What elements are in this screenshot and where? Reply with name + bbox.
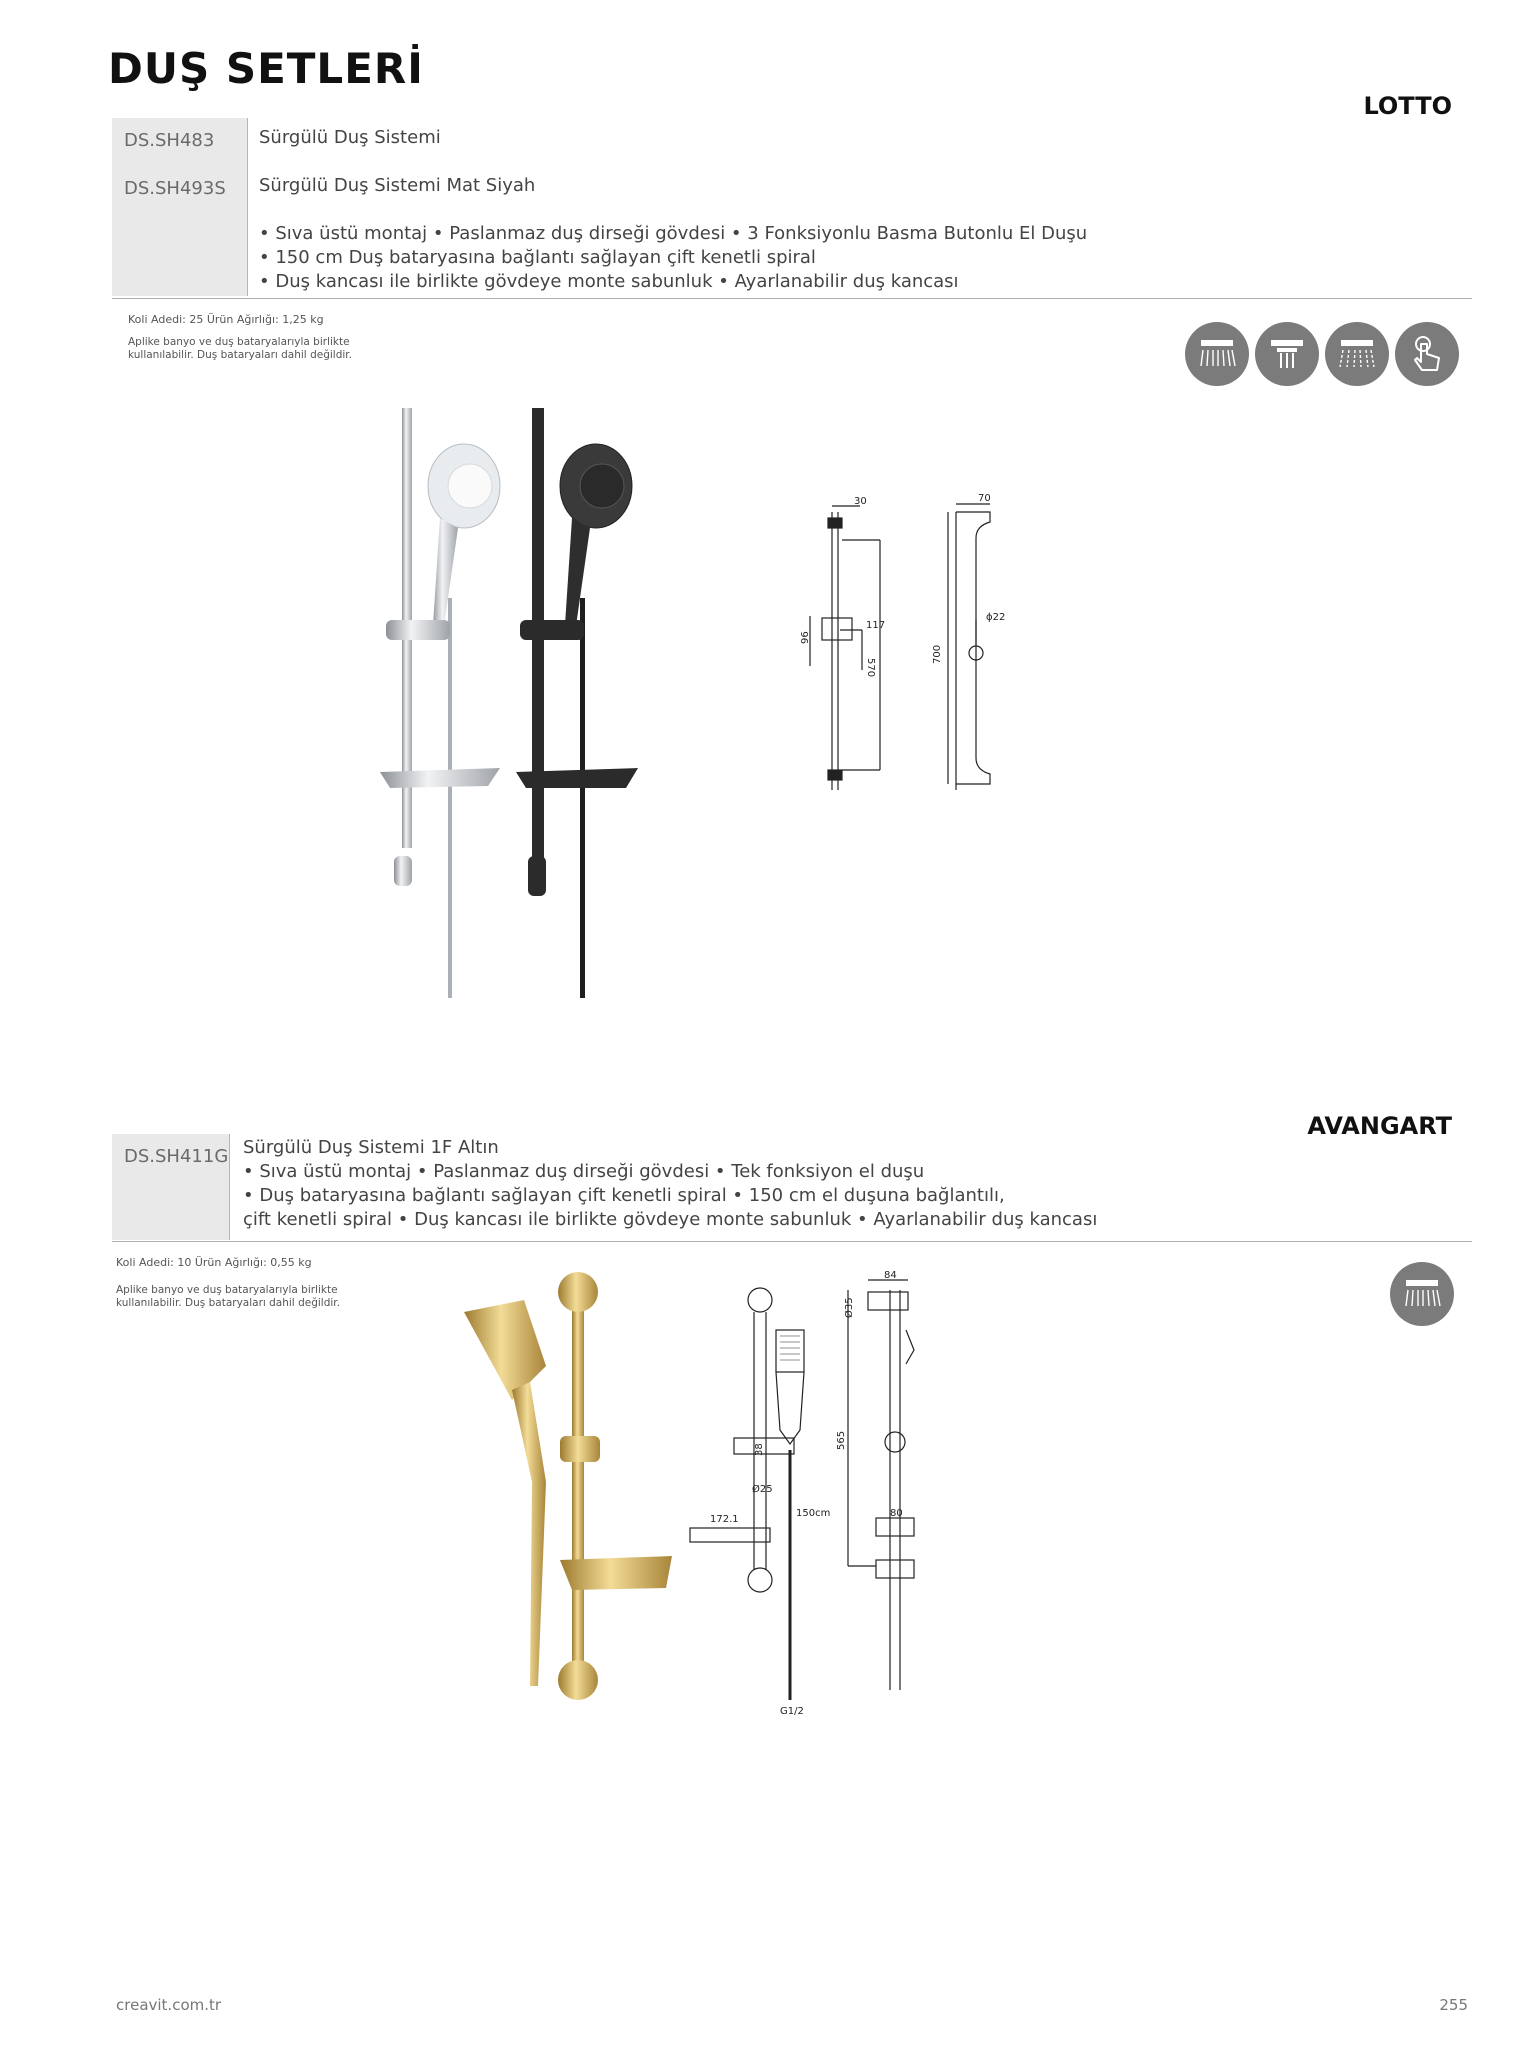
product-code: DS.SH493S — [124, 178, 226, 199]
feature-line: • Duş kancası ile birlikte gövdeye monte sabunluk • Ayarlanabilir duş kancası — [259, 271, 959, 292]
dim-35: Ø35 — [844, 1297, 855, 1318]
dim-117: 117 — [866, 620, 886, 631]
feature-line: • Duş bataryasına bağlantı sağlayan çift kenetli spiral • 150 cm el duşuna bağlantılı, — [243, 1185, 1005, 1206]
code-cell-lotto — [112, 118, 248, 296]
series-name-lotto: LOTTO — [1363, 92, 1452, 120]
dim-38: 38 — [754, 1443, 765, 1456]
divider — [112, 1241, 1472, 1242]
waterfall-spray-icon — [1255, 322, 1319, 386]
product-code: DS.SH483 — [124, 130, 215, 151]
footer-site: creavit.com.tr — [116, 1996, 222, 2014]
code-cell-avangart — [112, 1134, 230, 1240]
divider — [112, 298, 1472, 299]
product-name: Sürgülü Duş Sistemi — [259, 127, 441, 148]
dim-172: 172.1 — [710, 1514, 739, 1525]
feature-line: • Sıva üstü montaj • Paslanmaz duş dirseği gövdesi • 3 Fonksiyonlu Basma Butonlu El Duşu — [259, 223, 1088, 244]
page-title: DUŞ SETLERİ — [108, 44, 424, 93]
usage-note: Aplike banyo ve duş bataryalarıyla birlikte kullanılabilir. Duş bataryaları dahil değildir. — [116, 1284, 340, 1309]
feature-line: çift kenetli spiral • Duş kancası ile birlikte gövdeye monte sabunluk • Ayarlanabilir duş kancası — [243, 1209, 1098, 1230]
black-shower-set-image — [510, 408, 650, 998]
product-code: DS.SH411G — [124, 1146, 229, 1167]
dim-700: 700 — [932, 644, 943, 664]
push-button-icon — [1395, 322, 1459, 386]
avangart-technical-drawing — [680, 1270, 950, 1720]
product-name: Sürgülü Duş Sistemi 1F Altın — [243, 1137, 499, 1158]
dim-80: 80 — [890, 1508, 903, 1519]
rain-spray-icon — [1185, 322, 1249, 386]
feature-line: • 150 cm Duş bataryasına bağlantı sağlayan çift kenetli spiral — [259, 247, 816, 268]
gold-shower-set-image — [460, 1270, 680, 1710]
page-number: 255 — [1439, 1996, 1468, 2014]
feature-line: • Sıva üstü montaj • Paslanmaz duş dirseği gövdesi • Tek fonksiyon el duşu — [243, 1161, 925, 1182]
usage-note: Aplike banyo ve duş bataryalarıyla birlikte kullanılabilir. Duş bataryaları dahil değildir. — [128, 336, 352, 361]
dim-25: Ø25 — [752, 1484, 773, 1495]
pack-info: Koli Adedi: 25 Ürün Ağırlığı: 1,25 kg — [128, 313, 324, 326]
mixed-spray-icon — [1325, 322, 1389, 386]
pack-info: Koli Adedi: 10 Ürün Ağırlığı: 0,55 kg — [116, 1256, 312, 1269]
product-name: Sürgülü Duş Sistemi Mat Siyah — [259, 175, 536, 196]
series-name-avangart: AVANGART — [1307, 1112, 1452, 1140]
dim-84: 84 — [884, 1270, 897, 1281]
g12-label: G1/2 — [780, 1706, 804, 1717]
dim-96: 96 — [800, 631, 811, 644]
dim-150cm: 150cm — [796, 1508, 831, 1519]
dim-565: 565 — [836, 1430, 847, 1450]
rain-spray-icon — [1390, 1262, 1454, 1326]
dim-30: 30 — [854, 496, 867, 507]
lotto-technical-drawing — [780, 490, 1100, 810]
dim-22: ϕ22 — [986, 612, 1006, 623]
dim-570: 570 — [865, 658, 876, 678]
dim-70: 70 — [978, 493, 991, 504]
chrome-shower-set-image — [370, 408, 510, 998]
